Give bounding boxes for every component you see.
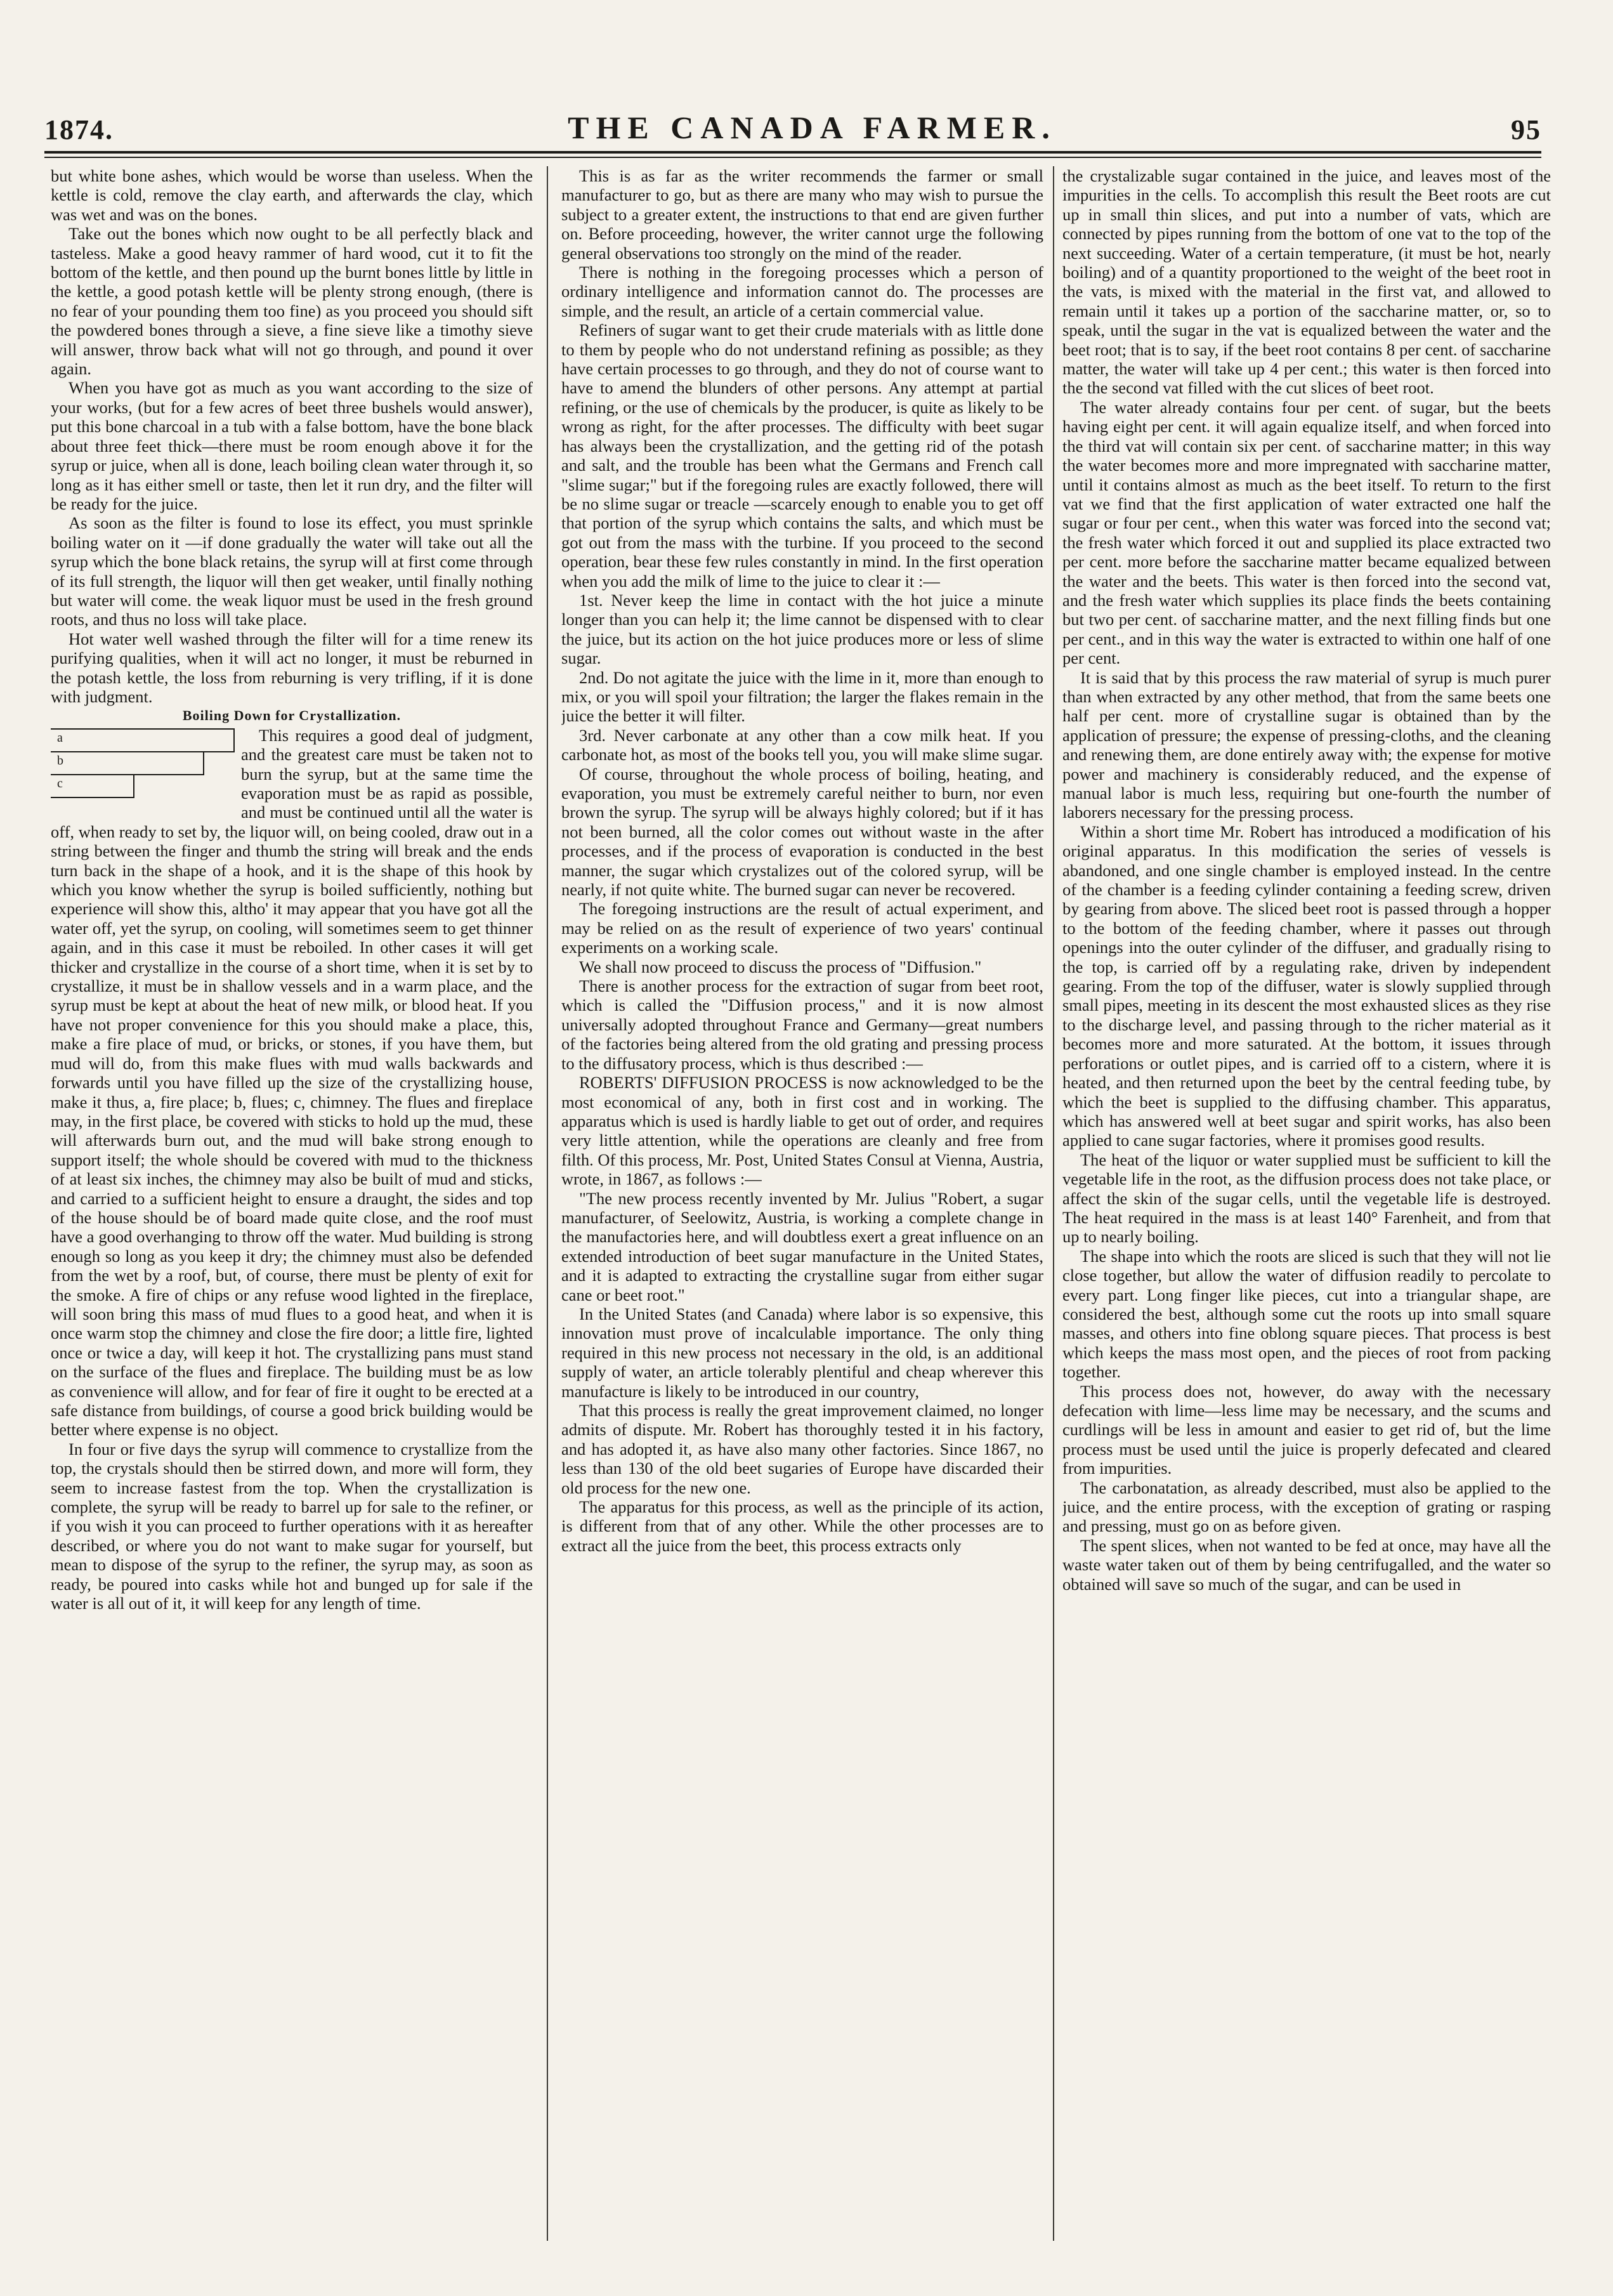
paragraph: Of course, throughout the whole process of boiling, heating, and evaporation, you must be extremely careful neither to burn, nor even brown the syrup. The syrup will be always highly colored; but if it has not been burned, all the color comes out without waste in the after processes, and if the process of evaporation is conducted in the best manner, the sugar which crystalizes out of the colored syrup, will be nearly, if not quite white. The burned sugar can never be recovered. bbox=[561, 764, 1043, 900]
masthead-rule-thin bbox=[44, 157, 1541, 158]
paragraph: As soon as the filter is found to lose its effect, you must sprinkle boiling water on it —if done gradually the water will take out all the syrup which the bone black retains, the syrup will at first come through of its full strength, the liquor will then get weaker, until finally nothing but water will come. the weak liquor must be used in the fresh ground roots, and thus no loss will take place. bbox=[51, 513, 533, 629]
paragraph: but white bone ashes, which would be worse than useless. When the kettle is cold, remove the clay earth, and afterwards the clay, which was wet and was on the bones. bbox=[51, 166, 533, 224]
paragraph: Within a short time Mr. Robert has introduced a modification of his original apparatus. In this modification the series of vessels is abandoned, and one single chamber is employed instead. In the centre of the chamber is a feeding cylinder containing a feeding screw, driven by gearing from above. The sliced beet root is passed through a hopper to the bottom of the feeding chamber, where it passes out through openings into the outer cylinder of the diffuser, and gradually rising to the top, is carried off by a regulating rake, driven by independent gearing. From the top of the diffuser, water is slowly supplied through small pipes, meeting in its descent the most exhausted slices as they rise to the discharge level, and passing through to the richer material as it becomes more and more saturated. At the bottom, it issues through perforations or outlet pipes, and is carried off to a cistern, where it is heated, and then returned upon the beet by the central feeding tube, by which the beet is supplied to the diffusing chamber. This apparatus, which has answered well at beet sugar and spirit works, has also been applied to cane sugar factories, where it promises good results. bbox=[1062, 822, 1551, 1150]
paragraph: The heat of the liquor or water supplied must be sufficient to kill the vegetable life in the root, as the diffusion process does not take place, or affect the skin of the sugar cells, until the vegetable life is destroyed. The heat required in the mass is at least 140° Farenheit, and from that up to nearly boiling. bbox=[1062, 1150, 1551, 1247]
masthead-rule bbox=[44, 151, 1541, 154]
diagram-label-c: c bbox=[51, 775, 134, 798]
section-heading: Boiling Down for Crystallization. bbox=[182, 707, 402, 724]
paragraph: Refiners of sugar want to get their crude materials with as little done to them by people who do not understand refining as possible; as they have certain processes to go through, and they do not of course want to have to amend the blunders of other persons. Any attempt at partial refining, or the use of chemicals by the producer, is quite as likely to be wrong as right, for the after processes. The difficulty with beet sugar has always been the crystallization, and the getting rid of the potash and salt, and the trouble has been what the Germans and French call "slime sugar;" but if the foregoing rules are exactly followed, there will be no slime sugar or treacle —scarcely enough to enable you to get off that portion of the syrup which contains the salts, and which must be got out from the mass with the turbine. If you proceed to the second operation, bear these few rules constantly in mind. In the first operation when you add the milk of lime to the juice to clear it :— bbox=[561, 320, 1043, 591]
paragraph: Hot water well washed through the filter will for a time renew its purifying qualities, when it will act no longer, it must be reburned in the potash kettle, the loss from reburning is very trifling, if it is done with judgment. bbox=[51, 629, 533, 706]
diagram-label-a: a bbox=[51, 728, 235, 752]
paragraph: There is nothing in the foregoing processes which a person of ordinary intelligence and information cannot do. The processes are simple, and the result, an article of a certain commercial value. bbox=[561, 263, 1043, 320]
column-divider bbox=[1053, 166, 1054, 2241]
paragraph: 3rd. Never carbonate at any other than a cow milk heat. If you carbonate hot, as most of the books tell you, you will make slime sugar. bbox=[561, 725, 1043, 764]
column-2 bbox=[561, 166, 1043, 2253]
masthead bbox=[44, 95, 1541, 146]
flue-diagram bbox=[51, 728, 235, 817]
column-1 bbox=[51, 166, 533, 2253]
paragraph: In the United States (and Canada) where labor is so expensive, this innovation must prove of incalculable importance. The only thing required in this new process not necessary in the old, is an additional supply of water, an article tolerably plentiful and cheap wherever this manufacture is likely to be introduced in our country, bbox=[561, 1304, 1043, 1401]
paragraph: The spent slices, when not wanted to be fed at once, may have all the waste water taken out of them by being centrifugalled, and the water so obtained will save so much of the sugar, and can be used in bbox=[1062, 1535, 1551, 1594]
page-number: 95 bbox=[1511, 114, 1541, 145]
column-3 bbox=[1062, 166, 1551, 2253]
diagram-label-b: b bbox=[51, 752, 204, 775]
quotation: "The new process recently invented by Mr. Julius "Robert, a sugar manufacturer, of Seelowitz, Austria, is working a complete change in the manufactories here, and will doubtless exert a great influence on an extended introduction of beet sugar manufacture in the United States, and it is adapted to extracting the crystalline sugar from either sugar cane or beet root." bbox=[561, 1188, 1043, 1304]
paragraph: This requires a good deal of judgment, and the greatest care must be taken not to burn the syrup, but at the same time the evaporation must be as rapid as possible, and must be continued until all the water is off, when ready to set by, the liquor will, on being cooled, draw out in a string between the finger and thumb the string will break and the ends turn back in the shape of a hook, and it is the shape of this hook by which you know whether the syrup is boiled sufficiently, nothing but experience will show this, altho' it may appear that you have got all the water off, yet the syrup, on cooling, will sometimes seem to get thinner again, and in this case it must be reboiled. In other cases it will get thicker and crystallize in the course of a short time, when it is set by to crystallize, it must be in shallow vessels and in a warm place, and the syrup must be kept at about the heat of new milk, or blood heat. If you have not proper convenience for this you should make a place, this, make a fire place of mud, or bricks, or stones, if you have them, but mud will do, from this make flues with mud walls backwards and forwards until you have filled up the size of the crystallizing house, make it thus, a, fire place; b, flues; c, chimney. The flues and fireplace may, in the first place, be covered with sticks to hold up the mud, these will afterwards burn out, and the mud will bake strong enough to support itself; the whole should be covered with mud to the thickness of at least six inches, the chimney may also be built of mud and sticks, and carried to a sufficient height to ensure a draught, the sides and top of the house should be of board made quite close, and the roof must have a good overhanging to throw off the water. Mud building is strong enough so long as you keep it dry; the chimney must also be defended from the wet by a roof, but, of course, there must be plenty of exit for the smoke. A fire of chips or any refuse wood lighted in the fireplace, will soon bring this mass of mud flues to a good heat, and when it is once warm stop the chimney and close the fire door; a little fire, lighted once or twice a day, will keep it hot. The crystallizing pans must stand on the surface of the flues and fireplace. The building must be as low as convenience will allow, and for fear of fire it ought to be erected at a safe distance from buildings, of course a good brick building would be better where expense is no object. bbox=[51, 725, 533, 1440]
paragraph: The foregoing instructions are the result of actual experiment, and may be relied on as the result of experience of two years' continual experiments on a working scale. bbox=[561, 899, 1043, 957]
paragraph: ROBERTS' DIFFUSION PROCESS is now acknowledged to be the most economical of any, both in first cost and in working. The apparatus which is used is hardly liable to get out of order, and requires very little attention, while the operations are cleanly and free from filth. Of this process, Mr. Post, United States Consul at Vienna, Austria, wrote, in 1867, as follows :— bbox=[561, 1073, 1043, 1189]
paragraph: There is another process for the extraction of sugar from beet root, which is called the "Diffusion process," and it is now almost universally adopted throughout France and Germany—great numbers of the factories being altered from the old grating and pressing process to the diffusatory process, which is thus described :— bbox=[561, 976, 1043, 1073]
paragraph: Take out the bones which now ought to be all perfectly black and tasteless. Make a good heavy rammer of hard wood, cut it to fit the bottom of the kettle, and then pound up the burnt bones little by little in the kettle, a good potash kettle will be plenty strong enough, (there is no fear of your pounding them too fine) as you proceed you should sift the powdered bones through a sieve, a fine sieve like a timothy sieve will answer, throw back what will not go through, and pound it over again. bbox=[51, 224, 533, 379]
column-divider bbox=[547, 166, 548, 2241]
paragraph: The shape into which the roots are sliced is such that they will not lie close together, but allow the water of diffusion readily to percolate to every part. Long finger like pieces, cut into a triangular shape, are considered the best, although some cut the roots up into small square masses, and others into fine oblong square pieces. That process is best which keeps the mass most open, and the pieces of root from packing together. bbox=[1062, 1246, 1551, 1382]
paragraph: We shall now proceed to discuss the process of "Diffusion." bbox=[579, 957, 982, 976]
paragraph: the crystalizable sugar contained in the juice, and leaves most of the impurities in the cells. To accomplish this result the Beet roots are cut up in small thin slices, and put into a number of vats, which are connected by pipes running from the bottom of one vat to the top of the next succeeding. Water of a certain temperature, (it must be hot, nearly boiling) and of a quantity proportioned to the weight of the beet root in the vats, is mixed with the material in the first vat, and allowed to remain until it takes up a portion of the saccharine matter, or, so to speak, until the sugar in the vat is equalized between the water and the beet root; that is to say, if the beet root contains 8 per cent. of saccharine matter, the water will take up 4 per cent.; this water is then forced into the the second vat filled with the cut slices of beet root. bbox=[1062, 166, 1551, 398]
paragraph: This is as far as the writer recommends the farmer or small manufacturer to go, but as there are many who may wish to pursue the subject to a greater extent, the instructions to that end are given further on. Before proceeding, however, the writer cannot urge the following general observations too strongly on the mind of the reader. bbox=[561, 166, 1043, 263]
paragraph: It is said that by this process the raw material of syrup is much purer than when extracted by any other method, that from the same beets one half per cent. more of crystalline sugar is obtained than by the application of pressure; the expense of pressing-cloths, and the cleaning and renewing them, are done entirely away with; the expense for motive power and machinery is considerably reduced, and the expense of manual labor is much less, requiring but one-fourth the number of laborers necessary for the pressing process. bbox=[1062, 667, 1551, 822]
paragraph: The carbonatation, as already described, must also be applied to the juice, and the entire process, with the exception of grating or rasping and pressing, must go on as before given. bbox=[1062, 1478, 1551, 1536]
paragraph: In four or five days the syrup will commence to crystallize from the top, the crystals should then be stirred down, and more will form, they seem to increase fastest from the top. When the crystallization is complete, the syrup will be ready to barrel up for sale to the refiner, or if you wish it you can proceed to further operations with it as hereafter described, or where you do not want to make sugar for yourself, but mean to dispose of the syrup to the refiner, the syrup may, as soon as ready, be poured into casks while hot and bunged up for sale if the water is all out of it, it will keep for any length of time. bbox=[51, 1439, 533, 1613]
paragraph: That this process is really the great improvement claimed, no longer admits of dispute. Mr. Robert has thoroughly tested it in his factory, and has adopted it, as have also many other factories. Since 1867, no less than 130 of the old beet sugaries of Europe have discarded their old process for the new one. bbox=[561, 1401, 1043, 1497]
paragraph: When you have got as much as you want according to the size of your works, (but for a few acres of beet three bushels would answer), put this bone charcoal in a tub with a false bottom, have the bone black about three feet thick—there must be room enough above it for the syrup or juice, when all is done, leach boiling clean water through it, so long as it has either smell or taste, then let it run dry, and the filter will be ready for the juice. bbox=[51, 378, 533, 513]
paragraph: The water already contains four per cent. of sugar, but the beets having eight per cent. it will again equalize itself, and when forced into the third vat will contain six per cent. of saccharine matter; in this way the water becomes more and more impregnated with saccharine matter, until it contains almost as much as the beet itself. To return to the first vat we find that the first application of water extracted one half the sugar or four per cent., when this water was forced into the second vat; the fresh water which forced it out and supplied its place extracted two per cent. more before the saccharine matter became equalized between the water and the beets. This water is then forced into the second vat, and the fresh water which supplies its place finds the beets containing but two per cent. of saccharine matter, and the next filling finds but one per cent., and in this way the water is extracted to within one half of one per cent. bbox=[1062, 397, 1551, 668]
paragraph: 2nd. Do not agitate the juice with the lime in it, more than enough to mix, or you will spoil your filtration; the larger the flakes remain in the juice the better it will filter. bbox=[561, 667, 1043, 726]
issue-year: 1874. bbox=[44, 114, 114, 145]
paragraph: This process does not, however, do away with the necessary defecation with lime—less lime may be necessary, and the scums and curdlings will be less in amount and easier to get rid of, but the lime process must be used until the juice is properly defecated and cleared from impurities. bbox=[1062, 1381, 1551, 1478]
paragraph: 1st. Never keep the lime in contact with the hot juice a minute longer than you can help it; the lime cannot be dispensed with to clear the juice, but its action on the hot juice produces more or less of slime sugar. bbox=[561, 590, 1043, 668]
publication-title: THE CANADA FARMER. bbox=[568, 110, 1057, 145]
paragraph: The apparatus for this process, as well as the principle of its action, is different from that of any other. While the other processes are to extract all the juice from the beet, this process extracts only bbox=[561, 1497, 1043, 1555]
